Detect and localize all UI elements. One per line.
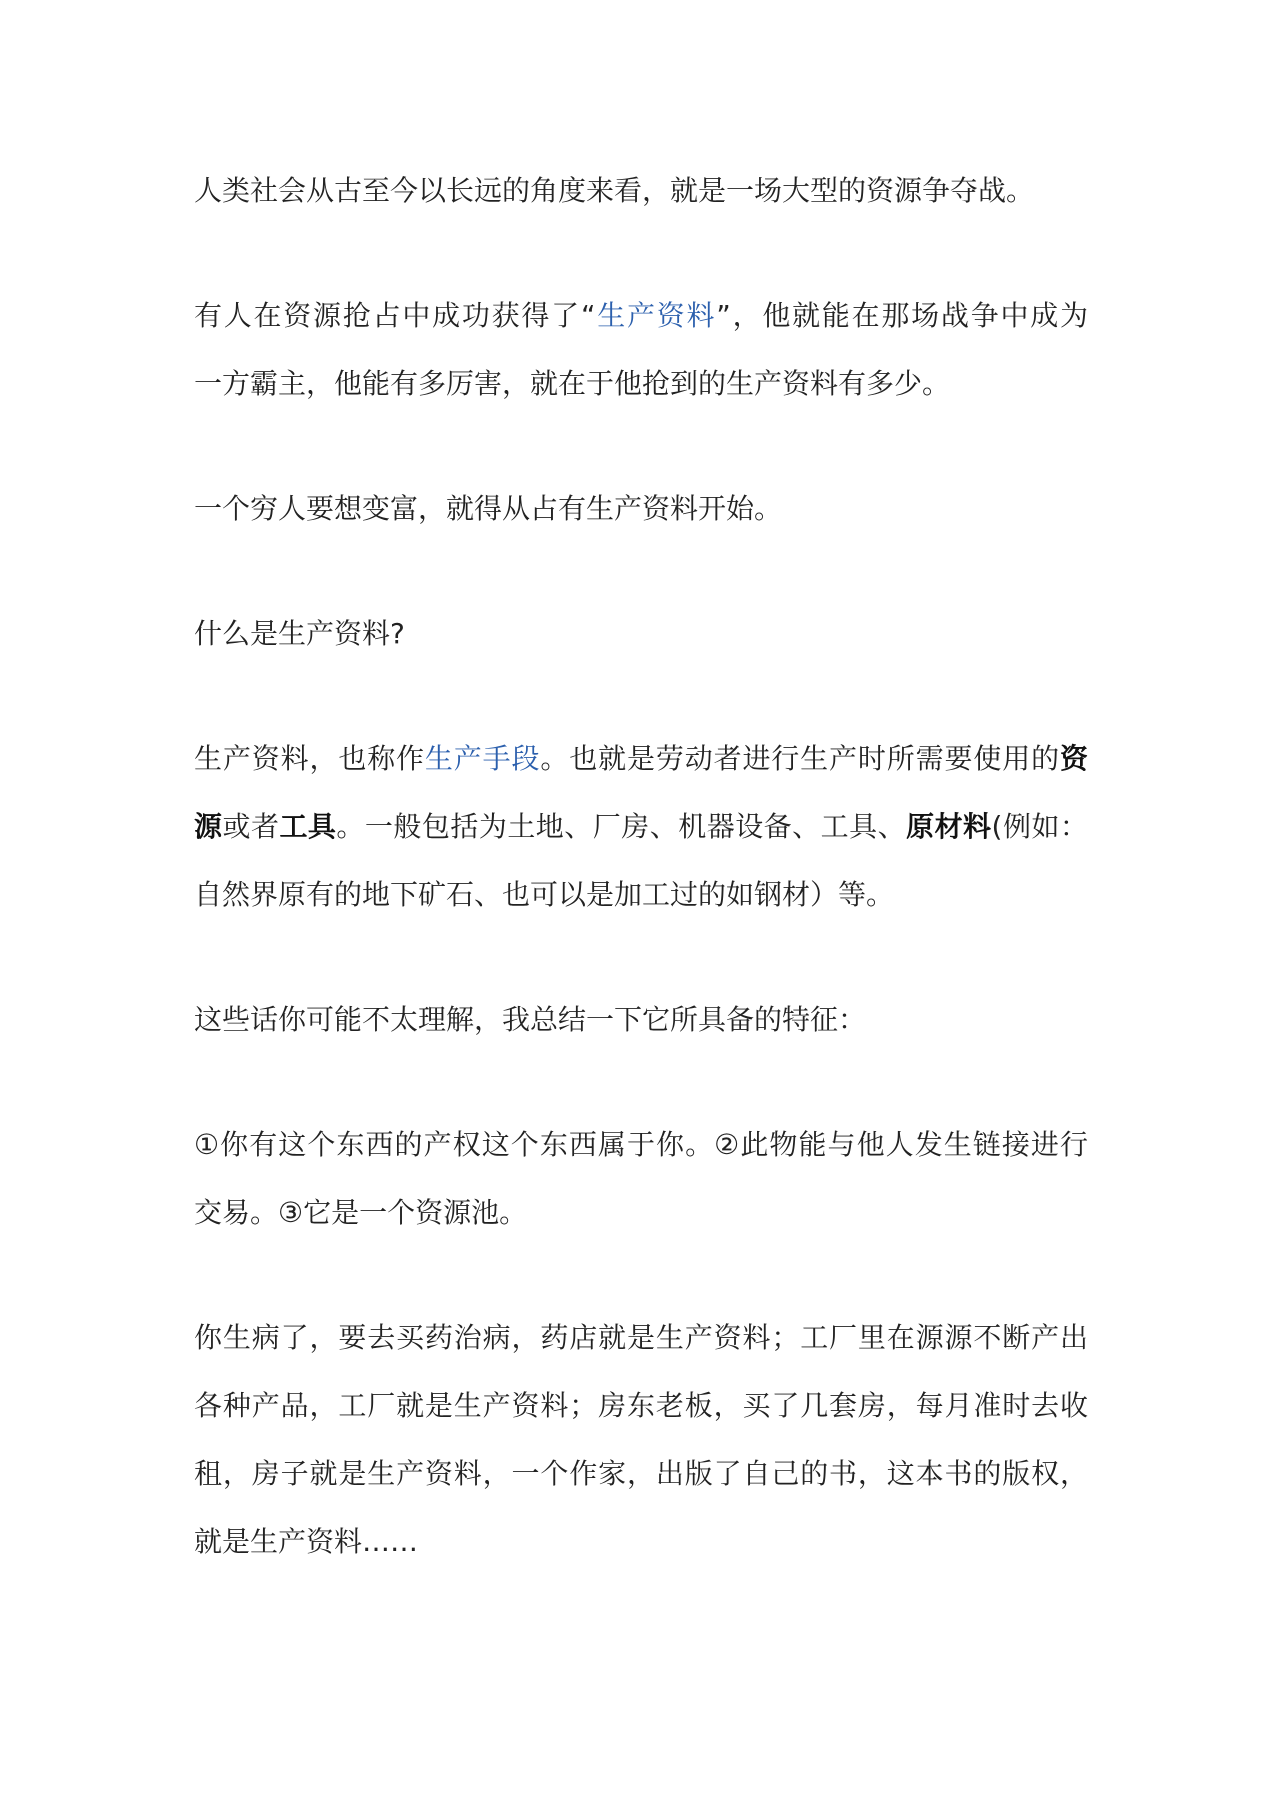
body-text: 自然界原有的地下矿石、也可以是加工过的如钢材）等。: [194, 878, 895, 911]
text-line: [194, 157, 1088, 225]
paragraph: [194, 157, 1088, 225]
body-text: (例如：: [991, 810, 1088, 843]
body-text: 生产资料，也称作: [194, 742, 425, 775]
body-text: 或者: [222, 810, 280, 843]
paragraph: [194, 475, 1088, 543]
body-text: 一方霸主，他能有多厉害，就在于他抢到的生产资料有多少。: [194, 367, 951, 400]
text-line: [194, 1304, 1088, 1372]
text-line: [194, 350, 1088, 418]
paragraph: [194, 600, 1088, 668]
body-text: 。也就是劳动者进行生产时所需要使用的: [540, 742, 1060, 775]
body-text: 交易。③它是一个资源池。: [194, 1196, 528, 1229]
bold-text: 工具: [279, 810, 337, 843]
paragraph: [194, 1304, 1088, 1576]
text-line: [194, 793, 1088, 861]
article-body: [194, 157, 1088, 1633]
body-text: 就是生产资料……: [194, 1525, 419, 1558]
body-text: 什么是生产资料?: [194, 617, 405, 650]
body-text: 各种产品，工厂就是生产资料；房东老板，买了几套房，每月准时去收: [194, 1389, 1088, 1422]
body-text: ①你有这个东西的产权这个东西属于你。②此物能与他人发生链接进行: [194, 1128, 1088, 1161]
text-line: [194, 725, 1088, 793]
text-line: [194, 1111, 1088, 1179]
body-text: 有人在资源抢占中成功获得了“: [194, 299, 596, 332]
body-text: 租，房子就是生产资料，一个作家，出版了自己的书，这本书的版权，: [194, 1457, 1088, 1490]
bold-text: 资: [1059, 742, 1088, 775]
text-line: [194, 1440, 1088, 1508]
bold-text: 源: [194, 810, 223, 843]
text-line: [194, 861, 1088, 929]
text-line: [194, 1508, 1088, 1576]
bold-text: 原材料: [906, 810, 992, 843]
text-line: [194, 282, 1088, 350]
text-line: [194, 600, 1088, 668]
term-link[interactable]: 生产资料: [595, 299, 717, 332]
body-text: 一个穷人要想变富，就得从占有生产资料开始。: [194, 492, 783, 525]
body-text: ”，他就能在那场战争中成为: [716, 299, 1088, 332]
text-line: [194, 1179, 1088, 1247]
paragraph: [194, 986, 1088, 1054]
body-text: 人类社会从古至今以长远的角度来看，就是一场大型的资源争夺战。: [194, 174, 1035, 207]
paragraph: [194, 282, 1088, 418]
text-line: [194, 986, 1088, 1054]
paragraph: [194, 725, 1088, 929]
paragraph: [194, 1111, 1088, 1247]
text-line: [194, 1372, 1088, 1440]
term-link[interactable]: 生产手段: [424, 742, 541, 775]
body-text: 你生病了，要去买药治病，药店就是生产资料；工厂里在源源不断产出: [194, 1321, 1088, 1354]
text-line: [194, 475, 1088, 543]
body-text: 。一般包括为土地、厂房、机器设备、工具、: [336, 810, 907, 843]
body-text: 这些话你可能不太理解，我总结一下它所具备的特征：: [194, 1003, 867, 1036]
